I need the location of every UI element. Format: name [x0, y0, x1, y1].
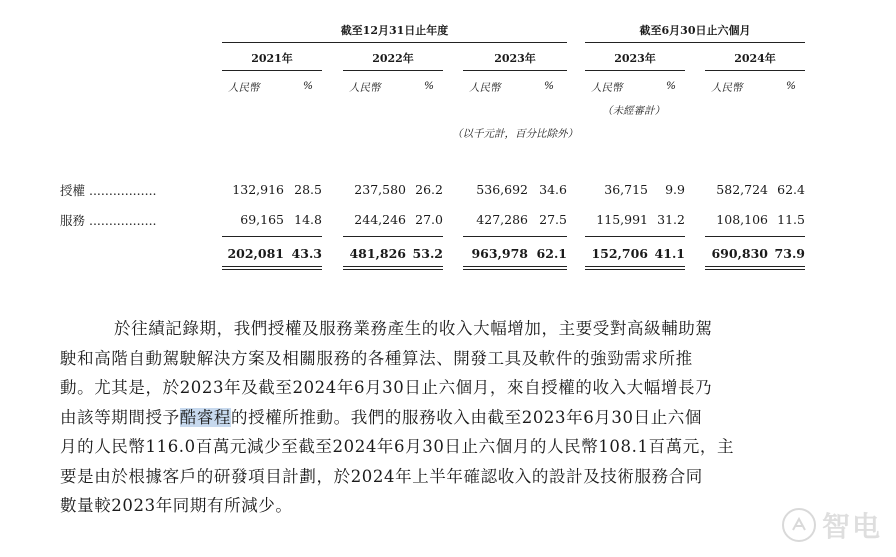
group-rule-annual	[222, 42, 567, 43]
cell: 31.2	[657, 212, 685, 227]
cell: 582,724	[716, 182, 768, 197]
total-double-rule	[705, 266, 805, 270]
body-paragraph	[60, 314, 840, 521]
cell: 132,916	[232, 182, 284, 197]
total-double-rule	[222, 266, 322, 270]
year-header: 2024年	[734, 52, 776, 65]
subtotal-rule	[222, 236, 322, 237]
cell: 36,715	[604, 182, 648, 197]
paragraph-line: 數量較2023年同期有所減少。	[60, 496, 293, 515]
cell: 244,246	[354, 212, 406, 227]
year-rule	[222, 70, 322, 71]
cell: 427,286	[476, 212, 528, 227]
total-double-rule	[585, 266, 685, 270]
cell: 34.6	[539, 182, 567, 197]
row-label-licensing: 授權 .................	[60, 183, 157, 198]
currency-header: 人民幣	[228, 82, 260, 94]
cell: 115,991	[596, 212, 648, 227]
row-label-services: 服務 .................	[60, 213, 157, 228]
currency-header: 人民幣	[591, 82, 623, 94]
paragraph-line	[60, 403, 840, 433]
currency-header: 人民幣	[469, 82, 501, 94]
paragraph-text: 由該等期間授予	[60, 407, 180, 427]
watermark-text: 智电	[821, 510, 882, 543]
total-double-rule	[343, 266, 443, 270]
group-header-annual: 截至12月31日止年度	[340, 24, 449, 37]
percent-header: %	[666, 80, 676, 92]
cell: 26.2	[415, 182, 443, 197]
total-cell: 53.2	[412, 246, 443, 261]
subtotal-rule	[463, 236, 567, 237]
watermark	[782, 505, 882, 545]
subtotal-rule	[705, 236, 805, 237]
year-header: 2022年	[372, 52, 414, 65]
cell: 62.4	[777, 182, 805, 197]
subtotal-rule	[585, 236, 685, 237]
currency-header: 人民幣	[711, 82, 743, 94]
subtotal-rule	[343, 236, 443, 237]
total-cell: 690,830	[711, 246, 768, 261]
total-cell: 73.9	[774, 246, 805, 261]
unit-note: （以千元計，百分比除外）	[452, 128, 578, 140]
total-double-rule	[463, 266, 567, 270]
group-rule-halfyear	[585, 42, 805, 43]
total-cell: 202,081	[227, 246, 284, 261]
year-header: 2023年	[494, 52, 536, 65]
cell: 108,106	[716, 212, 768, 227]
total-cell: 43.3	[291, 246, 322, 261]
year-rule	[585, 70, 685, 71]
cell: 27.5	[539, 212, 567, 227]
percent-header: %	[544, 80, 554, 92]
total-cell: 62.1	[536, 246, 567, 261]
cell: 28.5	[294, 182, 322, 197]
year-header: 2023年	[614, 52, 656, 65]
percent-header: %	[424, 80, 434, 92]
cell: 237,580	[354, 182, 406, 197]
paragraph-line: 駛和高階自動駕駛解決方案及相關服務的各種算法、開發工具及軟件的強勁需求所推	[60, 348, 693, 368]
year-rule	[343, 70, 443, 71]
paragraph-line: 要是由於根據客戶的研發項目計劃，於2024年上半年確認收入的設計及技術服務合同	[60, 466, 703, 486]
percent-header: %	[786, 80, 796, 92]
paragraph-line: 動。尤其是，於2023年及截至2024年6月30日止六個月，來自授權的收入大幅增長乃	[60, 378, 713, 397]
cell: 9.9	[665, 182, 685, 197]
year-header: 2021年	[251, 52, 293, 65]
currency-header: 人民幣	[349, 82, 381, 94]
cell: 536,692	[476, 182, 528, 197]
year-rule	[463, 70, 567, 71]
group-header-halfyear: 截至6月30日止六個月	[639, 24, 751, 37]
watermark-logo-icon	[782, 508, 816, 542]
cell: 11.5	[777, 212, 805, 227]
unaudited-note: （未經審計）	[602, 105, 665, 117]
cell: 14.8	[294, 212, 322, 227]
cell: 27.0	[415, 212, 443, 227]
paragraph-text: 的授權所推動。我們的服務收入由截至2023年6月30日止六個	[231, 407, 702, 427]
total-cell: 152,706	[591, 246, 648, 261]
total-cell: 481,826	[349, 246, 406, 261]
total-cell: 41.1	[654, 246, 685, 261]
year-rule	[705, 70, 805, 71]
total-cell: 963,978	[471, 246, 528, 261]
highlighted-text[interactable]: 酷睿程	[179, 407, 232, 427]
cell: 69,165	[240, 212, 284, 227]
percent-header: %	[303, 80, 313, 92]
paragraph-line: 於往績記錄期，我們授權及服務業務產生的收入大幅增加，主要受對高級輔助駕	[114, 319, 713, 338]
paragraph-line: 月的人民幣116.0百萬元減少至截至2024年6月30日止六個月的人民幣108.1百萬元，主	[60, 437, 735, 456]
